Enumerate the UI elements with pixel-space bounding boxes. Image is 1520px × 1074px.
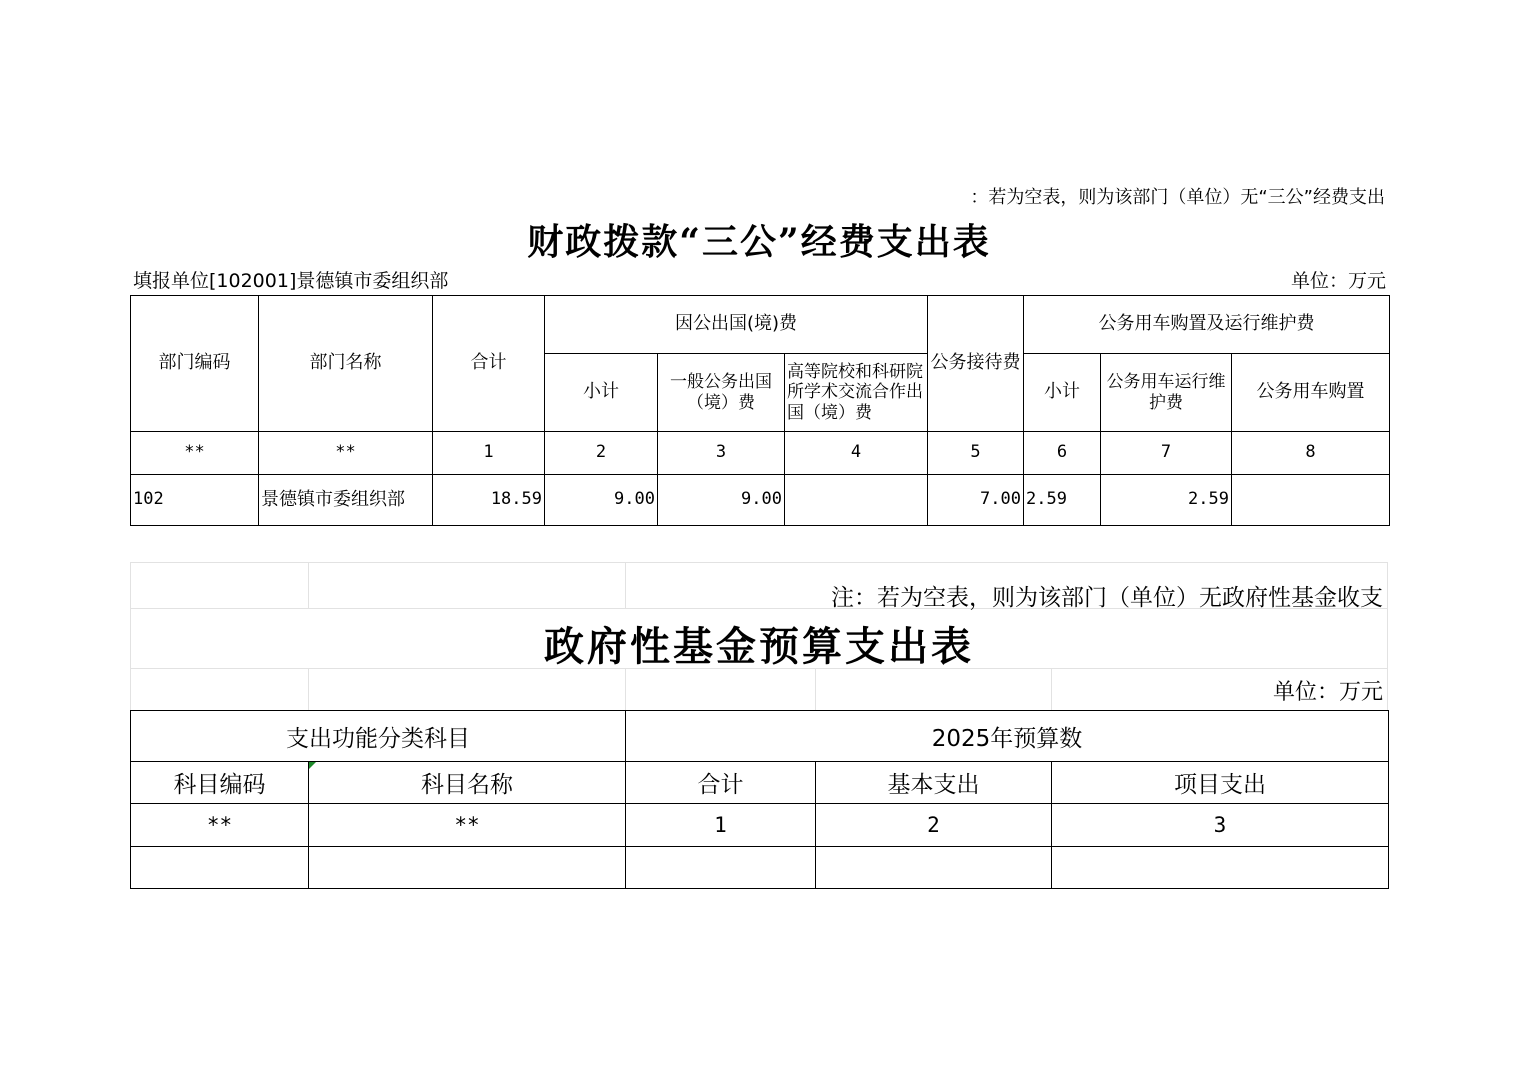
index-cell: 4 xyxy=(785,432,928,475)
cell-dept-code: 102 xyxy=(131,475,259,526)
header-name: 科目名称 xyxy=(309,762,626,804)
header-project: 项目支出 xyxy=(1052,762,1389,804)
index-cell: 2 xyxy=(545,432,658,475)
header-dept-name: 部门名称 xyxy=(259,296,433,432)
index-cell: 6 xyxy=(1024,432,1101,475)
header-total: 合计 xyxy=(433,296,545,432)
index-cell: 7 xyxy=(1101,432,1232,475)
header-vehicle-operation: 公务用车运行维护费 xyxy=(1101,354,1232,432)
cell-dept-name: 景德镇市委组织部 xyxy=(259,475,433,526)
fund-table xyxy=(130,710,1389,889)
table-row xyxy=(131,847,1389,889)
header-dept-code: 部门编码 xyxy=(131,296,259,432)
header-basic: 基本支出 xyxy=(816,762,1052,804)
cell-total xyxy=(626,847,816,889)
cell-vehicle-operation: 2.59 xyxy=(1101,475,1232,526)
sangong-unit-label: 单位：万元 xyxy=(1290,270,1386,292)
fund-unit-label: 单位：万元 xyxy=(1272,680,1383,705)
header-abroad-academic: 高等院校和科研院所学术交流合作出国（境）费 xyxy=(785,354,928,432)
header-abroad-general: 一般公务出国（境）费 xyxy=(658,354,785,432)
index-cell: ** xyxy=(259,432,433,475)
fund-title: 政府性基金预算支出表 xyxy=(544,623,974,670)
index-cell: 2 xyxy=(816,804,1052,847)
header-reception: 公务接待费 xyxy=(928,296,1024,432)
sangong-table xyxy=(130,295,1390,526)
cell-basic xyxy=(816,847,1052,889)
index-cell: 3 xyxy=(1052,804,1389,847)
fund-note: 注：若为空表，则为该部门（单位）无政府性基金收支 xyxy=(831,585,1383,611)
fill-unit-label: 填报单位[102001]景德镇市委组织部 xyxy=(133,270,449,292)
index-cell: 5 xyxy=(928,432,1024,475)
cell-abroad-academic xyxy=(785,475,928,526)
header-category: 支出功能分类科目 xyxy=(131,711,626,762)
cell-abroad-general: 9.00 xyxy=(658,475,785,526)
index-cell: ** xyxy=(309,804,626,847)
index-cell: ** xyxy=(131,432,259,475)
cell-project xyxy=(1052,847,1389,889)
cell-vehicle-purchase xyxy=(1232,475,1390,526)
header-abroad: 因公出国(境)费 xyxy=(545,296,928,354)
header-vehicle-subtotal: 小计 xyxy=(1024,354,1101,432)
index-cell: ** xyxy=(131,804,309,847)
index-row xyxy=(131,804,1389,847)
cell-vehicle-subtotal: 2.59 xyxy=(1024,475,1101,526)
header-vehicle-purchase: 公务用车购置 xyxy=(1232,354,1390,432)
cell-total: 18.59 xyxy=(433,475,545,526)
header-code: 科目编码 xyxy=(131,762,309,804)
header-total: 合计 xyxy=(626,762,816,804)
index-cell: 8 xyxy=(1232,432,1390,475)
table-row xyxy=(131,475,1390,526)
sangong-title: 财政拨款“三公”经费支出表 xyxy=(527,221,991,263)
cell-name xyxy=(309,847,626,889)
header-abroad-subtotal: 小计 xyxy=(545,354,658,432)
cell-code xyxy=(131,847,309,889)
header-budget: 2025年预算数 xyxy=(626,711,1389,762)
index-cell: 3 xyxy=(658,432,785,475)
cell-reception: 7.00 xyxy=(928,475,1024,526)
header-vehicle: 公务用车购置及运行维护费 xyxy=(1024,296,1390,354)
cell-abroad-subtotal: 9.00 xyxy=(545,475,658,526)
sangong-note: ：若为空表，则为该部门（单位）无“三公”经费支出 xyxy=(970,187,1385,208)
index-cell: 1 xyxy=(433,432,545,475)
index-cell: 1 xyxy=(626,804,816,847)
index-row xyxy=(131,432,1390,475)
